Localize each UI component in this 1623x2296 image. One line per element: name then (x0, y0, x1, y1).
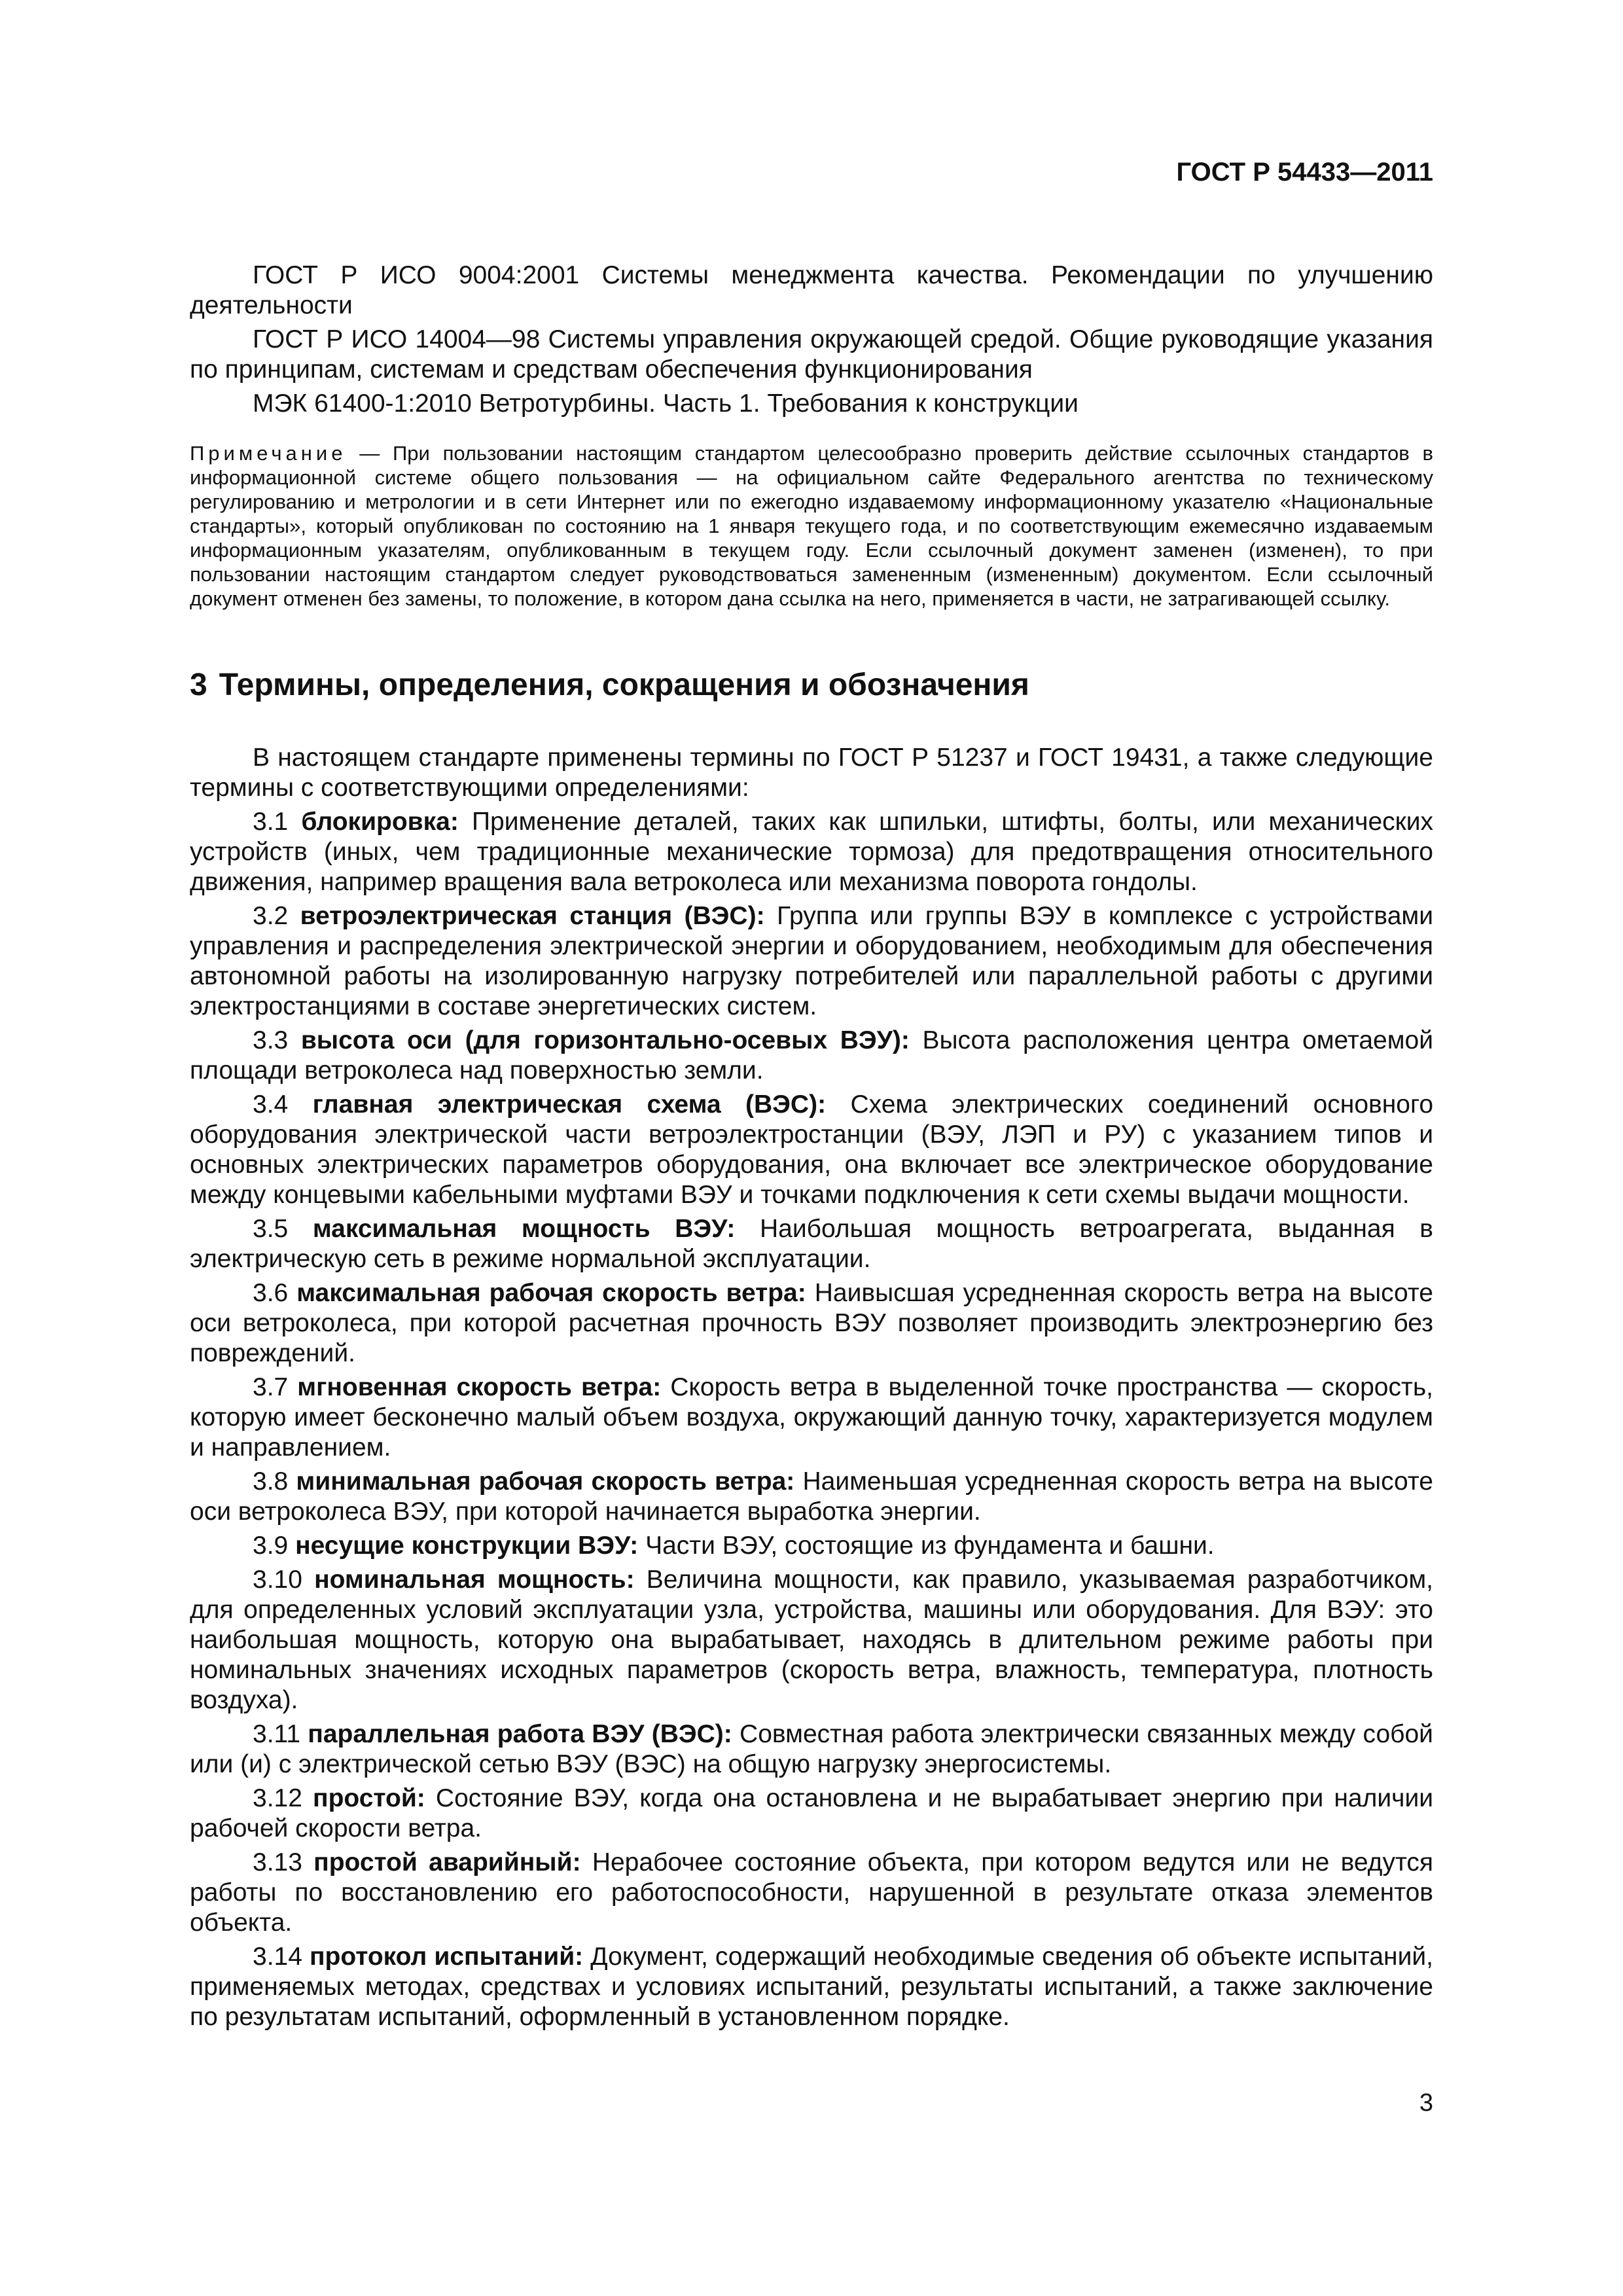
reference-item: ГОСТ Р ИСО 14004—98 Системы управления окружающей средой. Общие руководящие указания по принципам, системам и средствам обеспечения функционирования (190, 325, 1433, 384)
note-label: Примечание (190, 442, 347, 465)
term-definition: Скорость ветра в выделенной точке пространства — скорость, которую имеет бесконечно малый объем воздуха, окружающий данную точку, характеризуется модулем и направлением. (190, 1373, 1433, 1462)
term-name: протокол испытаний: (310, 1943, 584, 1971)
term-item (190, 807, 1433, 897)
term-item (190, 1090, 1433, 1210)
term-name: максимальная рабочая скорость ветра: (296, 1279, 806, 1307)
term-name: главная электрическая схема (ВЭС): (312, 1090, 827, 1119)
term-number: 3.13 (253, 1848, 302, 1876)
section-number: 3 (190, 668, 207, 702)
term-definition: Совместная работа электрически связанных между собой или (и) с электрической сетью ВЭУ (ВЭС) на общую нагрузку энергосистемы. (190, 1720, 1433, 1778)
term-name: мгновенная скорость ветра: (297, 1373, 662, 1401)
term-number: 3.9 (253, 1532, 289, 1560)
term-definition: Наивысшая усредненная скорость ветра на высоте оси ветроколеса, при которой расчетная прочность ВЭУ позволяет производить электроэнергию без повреждений. (190, 1279, 1433, 1367)
term-item (190, 1565, 1433, 1715)
term-item (190, 901, 1433, 1022)
reference-item: МЭК 61400-1:2010 Ветротурбины. Часть 1. Требования к конструкции (253, 389, 1079, 418)
term-name: номинальная мощность: (314, 1566, 635, 1594)
term-number: 3.8 (253, 1467, 289, 1496)
term-name: параллельная работа ВЭУ (ВЭС): (308, 1720, 732, 1748)
term-definition: Документ, содержащий необходимые сведения об объекте испытаний, применяемых методах, средствах и условиях испытаний, результаты испытаний, а также заключение по результатам испытаний, оформленный в установленном порядке. (190, 1943, 1433, 2031)
term-name: ветроэлектрическая станция (ВЭС): (300, 902, 765, 930)
term-definition: Группа или группы ВЭУ в комплексе с устройствами управления и распределения электрической энергии и оборудованием, необходимым для обеспечения автономной работы на изолированную нагрузку потребителей или параллельной работы с другими электростанциями в составе энергетических систем. (190, 902, 1433, 1020)
term-item (190, 1719, 1433, 1780)
term-item (190, 1784, 1433, 1844)
terms-list (190, 807, 1433, 2032)
term-name: максимальная мощность ВЭУ: (312, 1215, 736, 1243)
term-name: блокировка: (301, 808, 459, 836)
term-definition: Состояние ВЭУ, когда она остановлена и не вырабатывает энергию при наличии рабочей скорости ветра. (190, 1784, 1434, 1842)
term-number: 3.7 (253, 1373, 289, 1401)
note-text: — При пользовании настоящим стандартом целесообразно проверить действие ссылочных стандартов в информационной системе общего пользования — на официальном сайте Федерального агентства по техническому регулированию и метрологии и в сети Интернет или по ежегодно издаваемому информационному указателю «Национальные стандарты», который опубликован по состоянию на 1 января текущего года, и по соответствующим ежемесячно издаваемым информационным указателям, опубликованным в текущем году. Если ссылочный документ заменен (изменен), то при пользовании настоящим стандартом следует руководствоваться замененным (измененным) документом. Если ссылочный документ отменен без замены, то положение, в котором дана ссылка на него, применяется в части, не затрагивающей ссылку. (190, 442, 1433, 610)
term-item (190, 1467, 1433, 1527)
reference-item: ГОСТ Р ИСО 9004:2001 Системы менеджмента качества. Рекомендации по улучшению деятельности (190, 261, 1433, 319)
term-number: 3.4 (253, 1090, 289, 1119)
term-number: 3.10 (253, 1566, 302, 1594)
normative-references (190, 260, 1433, 419)
term-name: простой аварийный: (313, 1848, 581, 1876)
term-number: 3.6 (253, 1279, 289, 1307)
section-heading (190, 667, 1433, 704)
term-definition: Наибольшая мощность ветроагрегата, выданная в электрическую сеть в режиме нормальной эксплуатации. (190, 1215, 1434, 1273)
term-number: 3.1 (253, 808, 289, 836)
term-number: 3.14 (253, 1943, 302, 1971)
term-item (190, 1848, 1433, 1938)
term-definition: Величина мощности, как правило, указываемая разработчиком, для определенных условий эксплуатации узла, устройства, машины или оборудования. Для ВЭУ: это наибольшая мощность, которую она вырабатывает, находясь в длительном режиме работы при номинальных значениях исходных параметров (скорость ветра, влажность, температура, плотность воздуха). (190, 1566, 1433, 1714)
term-name: высота оси (для горизонтально-осевых ВЭУ): (300, 1026, 910, 1054)
term-definition: Применение деталей, таких как шпильки, штифты, болты, или механических устройств (иных, чем традиционные механические тормоза) для предотвращения относительного движения, например вращения вала ветроколеса или механизма поворота гондолы. (190, 808, 1433, 896)
page-number: 3 (1419, 2089, 1433, 2117)
term-number: 3.2 (253, 902, 289, 930)
term-number: 3.3 (253, 1026, 289, 1054)
term-definition: Высота расположения центра ометаемой площади ветроколеса над поверхностью земли. (190, 1026, 1434, 1085)
term-item (190, 1278, 1433, 1369)
term-definition: Нерабочее состояние объекта, при котором ведутся или не ведутся работы по восстановлению его работоспособности, нарушенной в результате отказа элементов объекта. (190, 1848, 1433, 1937)
term-item (190, 1372, 1433, 1463)
term-name: несущие конструкции ВЭУ: (295, 1532, 639, 1560)
term-name: простой: (313, 1784, 425, 1812)
term-number: 3.11 (253, 1720, 301, 1748)
term-number: 3.5 (253, 1215, 289, 1243)
term-number: 3.12 (253, 1784, 302, 1812)
section-title: Термины, определения, сокращения и обозначения (219, 668, 1029, 702)
note-paragraph (190, 441, 1433, 611)
term-definition: Наименьшая усредненная скорость ветра на высоте оси ветроколеса ВЭУ, при которой начинается выработка энергии. (190, 1467, 1433, 1526)
term-name: минимальная рабочая скорость ветра: (296, 1467, 795, 1496)
section-intro: В настоящем стандарте применены термины по ГОСТ Р 51237 и ГОСТ 19431, а также следующие термины с соответствующими определениями: (190, 744, 1433, 802)
term-definition: Схема электрических соединений основного оборудования электрической части ветроэлектростанции (ВЭУ, ЛЭП и РУ) с указанием типов и основных электрических параметров оборудования, она включает все электрическое оборудование между концевыми кабельными муфтами ВЭУ и точками подключения к сети схемы выдачи мощности. (190, 1090, 1434, 1209)
term-definition: Части ВЭУ, состоящие из фундамента и башни. (645, 1532, 1215, 1560)
document-id-header: ГОСТ Р 54433—2011 (1176, 158, 1433, 187)
term-item (190, 1214, 1433, 1274)
term-item (190, 1531, 1433, 1561)
term-item (190, 1026, 1433, 1086)
term-item (190, 1942, 1433, 2032)
